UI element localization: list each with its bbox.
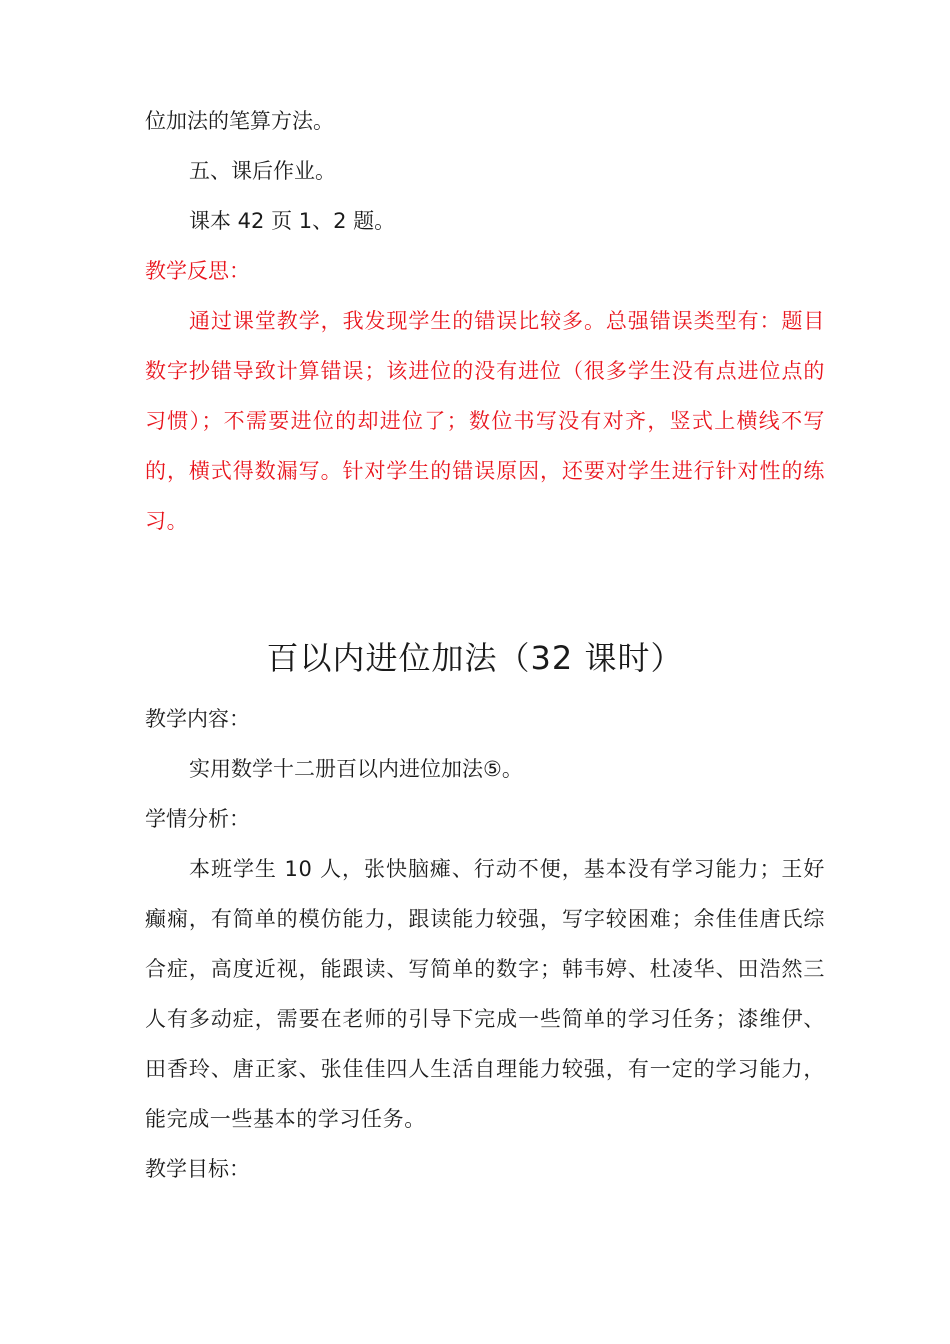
reflection-heading: 教学反思：: [145, 259, 250, 283]
analysis-paragraph: 本班学生 10 人，张快脑瘫、行动不便，基本没有学习能力；王好癫痫，有简单的模仿能力，跟读能力较强，写字较困难；余佳佳唐氏综合症，高度近视，能跟读、写简单的数字；韩韦婷、杜凌华、田浩然三人有多动症，需要在老师的引导下完成一些简单的学习任务；漆维伊、田香玲、唐正家、张佳佳四人生活自理能力较强，有一定的学习能力，能完成一些基本的学习任务。: [145, 857, 825, 1131]
section-five-heading: 五、课后作业。: [189, 159, 336, 183]
content-heading: 教学内容：: [145, 707, 250, 731]
continuation-line: 位加法的笔算方法。: [145, 109, 334, 133]
content-body: 实用数学十二册百以内进位加法⑤。: [189, 757, 523, 781]
analysis-heading: 学情分析：: [145, 807, 250, 831]
reflection-paragraph: 通过课堂教学，我发现学生的错误比较多。总强错误类型有：题目数字抄错导致计算错误；该进位的没有进位（很多学生没有点进位点的习惯）；不需要进位的却进位了；数位书写没有对齐，竖式上横线不写的，横式得数漏写。针对学生的错误原因，还要对学生进行针对性的练习。: [145, 309, 825, 533]
objectives-heading: 教学目标：: [145, 1157, 250, 1181]
homework-text: 课本 42 页 1、2 题。: [189, 209, 396, 233]
lesson-title: 百以内进位加法（32 课时）: [266, 639, 684, 677]
